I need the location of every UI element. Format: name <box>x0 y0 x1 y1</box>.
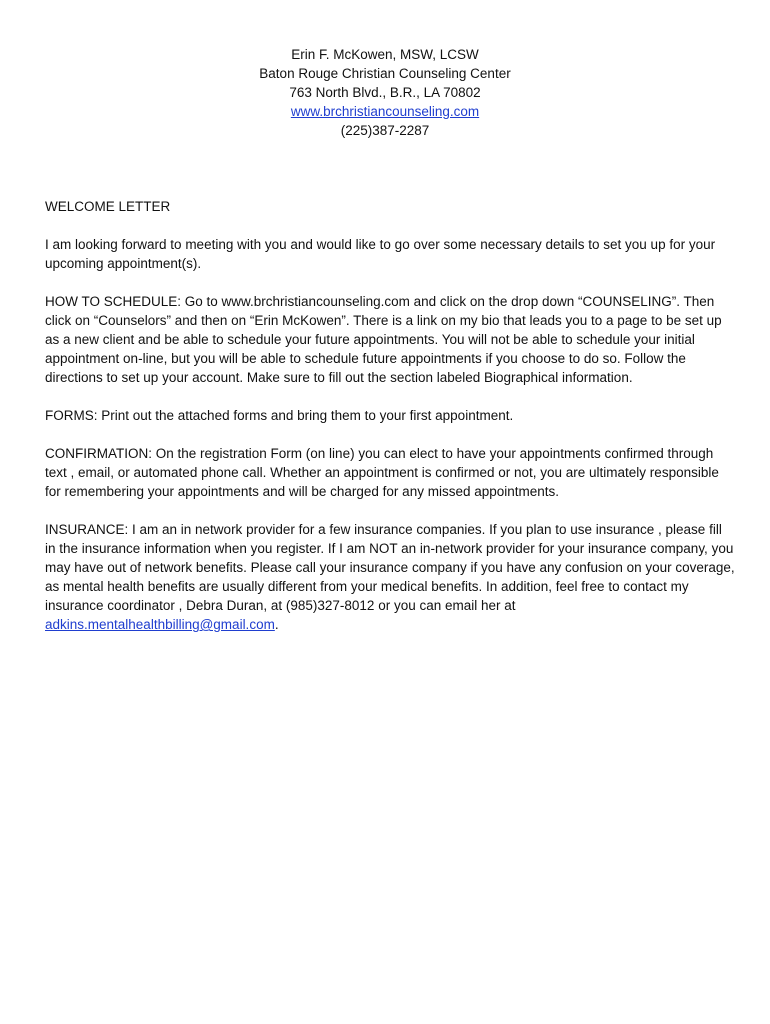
address: 763 North Blvd., B.R., LA 70802 <box>289 85 481 100</box>
website-link[interactable]: www.brchristiancounseling.com <box>290 104 480 119</box>
letterhead <box>0 45 770 140</box>
forms-paragraph: FORMS: Print out the attached forms and bring them to your first appointment. <box>45 408 514 423</box>
insurance-end: . <box>274 617 279 632</box>
billing-email-link[interactable]: adkins.mentalhealthbilling@gmail.com <box>45 617 275 632</box>
confirmation-paragraph: CONFIRMATION: On the registration Form (on line) you can elect to have your appointments confirmed through text , email, or automated phone call. Whether an appointment is confirmed or not, you are ultimately responsible for remembering your appointments and will be charged for any missed appointments. <box>45 446 719 499</box>
intro-paragraph: I am looking forward to meeting with you and would like to go over some necessary details to set you up for your upcoming appointment(s). <box>45 237 716 271</box>
insurance-text: INSURANCE: I am an in network provider for a few insurance companies. If you plan to use insurance , please fill in the insurance information when you register. If I am NOT an in-network provider for your insurance company, you may have out of network benefits. Please call your insurance company if you have any confusion on your coverage, as mental health benefits are usually different from your medical benefits. In addition, feel free to contact my insurance coordinator , Debra Duran, at (985)327-8012 or you can email her at <box>45 522 735 613</box>
insurance-paragraph <box>45 520 735 634</box>
phone-number: (225)387-2287 <box>340 123 430 138</box>
letter-title: WELCOME LETTER <box>45 199 171 214</box>
author-name: Erin F. McKowen, MSW, LCSW <box>291 47 479 62</box>
letter-body <box>45 197 735 653</box>
organization-name: Baton Rouge Christian Counseling Center <box>259 66 511 81</box>
schedule-paragraph: HOW TO SCHEDULE: Go to www.brchristiancounseling.com and click on the drop down “COUNSELING”. Then click on “Counselors” and then on “Erin McKowen”. There is a link on my bio that leads you to a page to be set up as a new client and be able to schedule your future appointments. You will not be able to schedule your initial appointment on-line, but you will be able to schedule future appointments if you choose to do so. Follow the directions to set up your account. Make sure to fill out the section labeled Biographical information. <box>45 294 722 385</box>
